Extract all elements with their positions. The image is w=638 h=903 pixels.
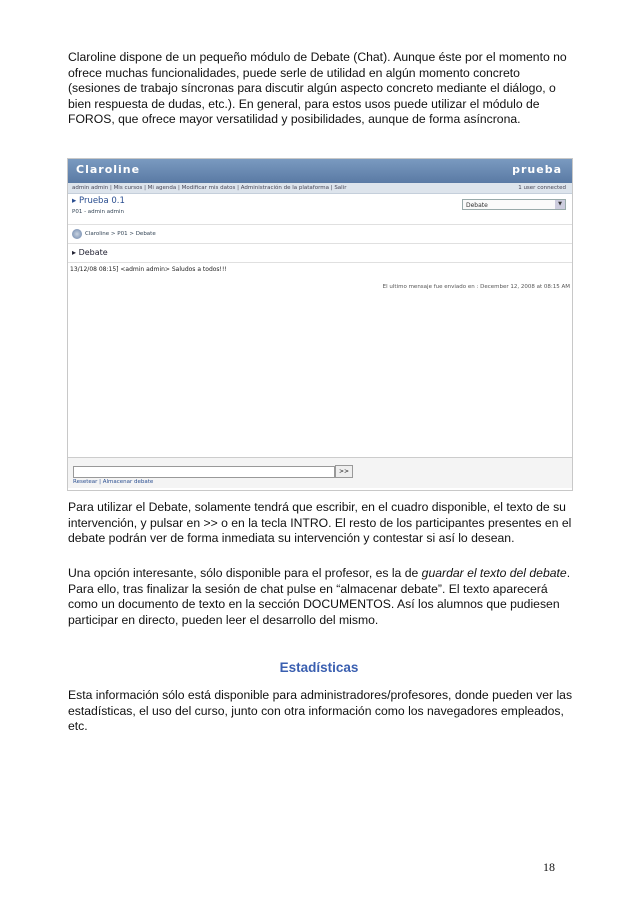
chat-message: 13/12/08 08:15] <admin admin> Saludos a todos!!! <box>70 266 227 273</box>
breadcrumb <box>68 225 572 244</box>
section-heading: Estadísticas <box>279 660 359 675</box>
users-connected: 1 user connected <box>518 185 566 191</box>
statistics-paragraph: Esta información sólo está disponible para administradores/profesores, donde pueden ver las estadísticas, el uso del curso, junto con otra información como los navegadores empleados, etc. <box>68 688 573 734</box>
usage-paragraph: Para utilizar el Debate, solamente tendrá que escribir, en el cuadro disponible, el texto de su intervención, y pulsar en >> o en la tecla INTRO. El resto de los participantes presentes en el debate podrán ver de forma inmediata su intervención y contestar si así lo desean. <box>68 500 572 546</box>
course-name[interactable]: ▸ Prueba 0.1 <box>72 196 125 206</box>
app-header <box>68 159 572 183</box>
user-bar <box>68 183 572 194</box>
chat-input-row <box>68 457 572 488</box>
home-icon[interactable] <box>72 229 82 239</box>
intro-paragraph: Claroline dispone de un pequeño módulo de Debate (Chat). Aunque éste por el momento no ofrece muchas funcionalidades, puede serle de utilidad en algún momento concreto (sesiones de trabajo síncronas para discutir algún aspecto concreto mediante el diálogo, o bien respuesta de dudas, etc.). En general, para estos usos puede utilizar el módulo de FOROS, que ofrece mayor versatilidad y posibilidades, aunque de forma asíncrona. <box>68 50 567 127</box>
emphasis-save-debate: guardar el texto del debate <box>421 566 567 580</box>
send-button[interactable]: >> <box>335 465 353 478</box>
tool-select[interactable] <box>462 199 566 210</box>
user-menu-links[interactable]: admin admin | Mis cursos | Mi agenda | Modificar mis datos | Administración de la plataforma | Salir <box>72 185 347 191</box>
last-message-info: El ultimo mensaje fue enviado en : December 12, 2008 at 08:15 AM <box>382 284 570 290</box>
claroline-debate-screenshot <box>67 158 573 491</box>
save-debate-paragraph: Una opción interesante, sólo disponible para el profesor, es la de guardar el texto del debate. Para ello, tras finalizar la sesión de chat pulse en “almacenar debate”. El texto aparecerá como un documento de texto en la sección DOCUMENTOS. Así los alumnos que pudiesen participar en directo, pueden leer el desarrollo del mismo. <box>68 566 571 627</box>
course-header-title: prueba <box>512 163 562 176</box>
breadcrumb-text[interactable]: Claroline > P01 > Debate <box>85 231 156 237</box>
course-code: P01 - admin admin <box>72 209 125 215</box>
tool-title: ▸ Debate <box>68 244 572 263</box>
chat-area <box>68 263 572 459</box>
message-input[interactable] <box>73 466 335 478</box>
page-number: 18 <box>543 860 555 874</box>
chat-actions[interactable]: Resetear | Almacenar debate <box>73 479 154 485</box>
chevron-down-icon: ▼ <box>555 200 565 209</box>
tool-select-value: Debate <box>466 202 488 209</box>
course-info <box>68 194 572 225</box>
claroline-logo: Claroline <box>76 163 141 176</box>
